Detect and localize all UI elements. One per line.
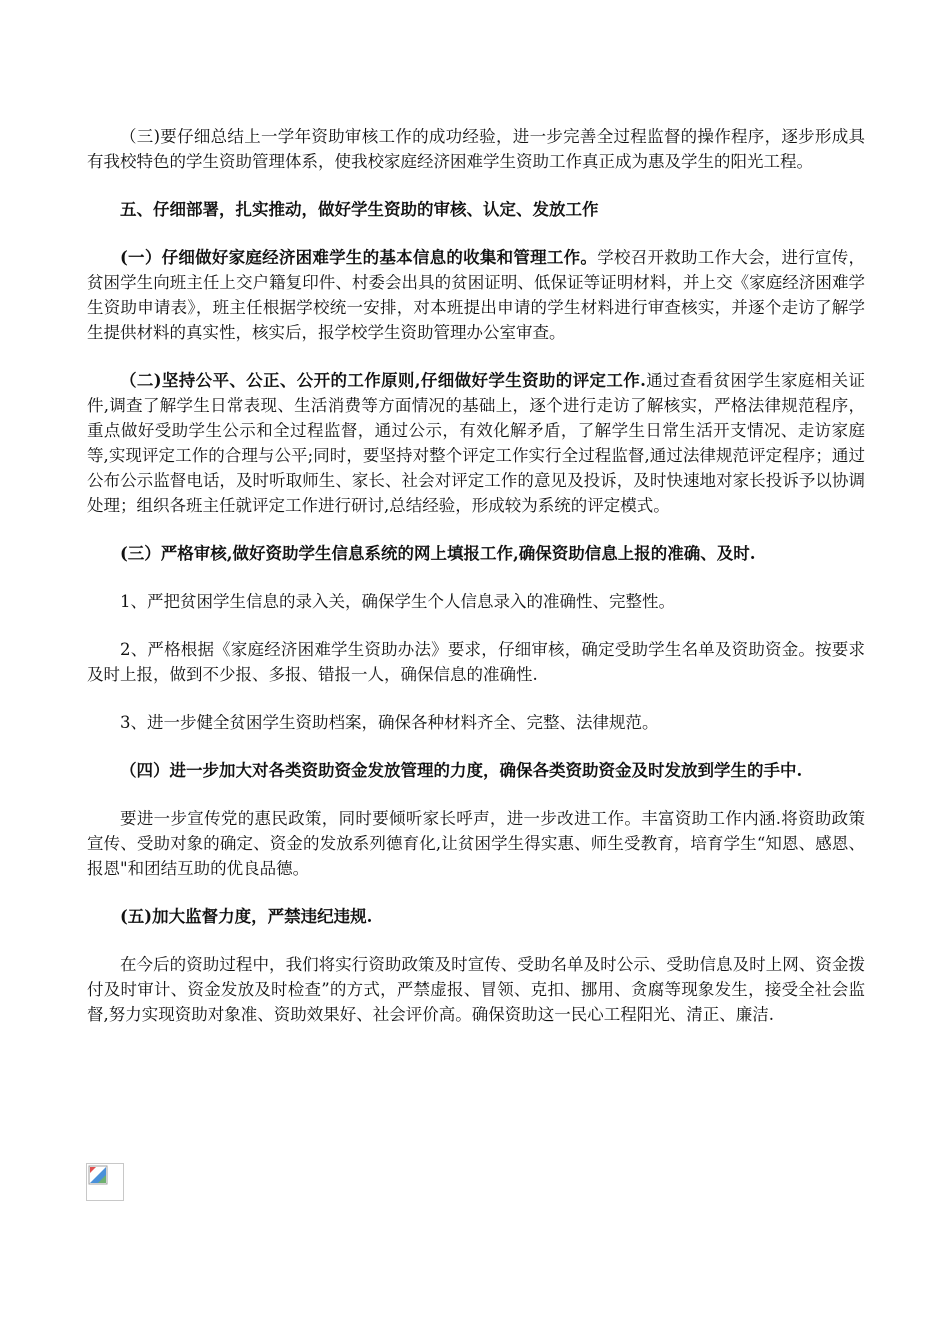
paragraph-item-four-text: 要进一步宣传党的惠民政策，同时要倾听家长呼声，进一步改进工作。丰富资助工作内涵.将资助政策宣传、受助对象的确定、资金的发放系列德育化,让贫困学生得实惠、师生受教育，培育学生“知恩、感恩、报恩"和团结互助的优良品德。	[87, 809, 865, 878]
broken-image-placeholder	[86, 1163, 124, 1201]
paragraph-item-one	[87, 245, 865, 345]
paragraph-item-two	[87, 368, 865, 518]
item-two-text: 通过查看贫困学生家庭相关证件,调查了解学生日常表现、生活消费等方面情况的基础上，逐个进行走访了解核实，严格法律规范程序，重点做好受助学生公示和全过程监督，通过公示，有效化解矛盾，了解学生日常生活开支情况、走访家庭等,实现评定工作的合理与公平;同时，要坚持对整个评定工作实行全过程监督,通过法律规范评定程序；通过公布公示监督电话，及时听取师生、家长、社会对评定工作的意见及投诉，及时快速地对家长投诉予以协调处理；组织各班主任就评定工作进行研讨,总结经验，形成较为系统的评定模式。	[87, 371, 866, 515]
list-item-3: 3、进一步健全贫困学生资助档案，确保各种材料齐全、完整、法律规范。	[120, 713, 659, 732]
document-body	[87, 124, 865, 1050]
list-item-1: 1、严把贫困学生信息的录入关，确保学生个人信息录入的准确性、完整性。	[120, 592, 675, 611]
paragraph-item-five-text: 在今后的资助过程中，我们将实行资助政策及时宣传、受助名单及时公示、受助信息及时上网、资金拨付及时审计、资金发放及时检查”的方式，严禁虚报、冒领、克扣、挪用、贪腐等现象发生，接受全社会监督,努力实现资助对象准、资助效果好、社会评价高。确保资助这一民心工程阳光、清正、廉洁.	[87, 955, 865, 1024]
item-two-title: （二)坚持公平、公正、公开的工作原则,仔细做好学生资助的评定工作.	[120, 371, 646, 390]
section-heading-five: 五、仔细部署，扎实推动，做好学生资助的审核、认定、发放工作	[120, 200, 599, 219]
broken-image-icon	[87, 1164, 123, 1200]
item-one-text: 学校召开救助工作大会，进行宣传，贫困学生向班主任上交户籍复印件、村委会出具的贫困证明、低保证等证明材料，并上交《家庭经济困难学生资助申请表》，班主任根据学校统一安排，对本班提出申请的学生材料进行审查核实，并逐个走访了解学生提供材料的真实性，核实后，报学校学生资助管理办公室审查。	[87, 248, 866, 342]
list-item-2: 2、严格根据《家庭经济困难学生资助办法》要求，仔细审核，确定受助学生名单及资助资金。按要求及时上报，做到不少报、多报、错报一人，确保信息的准确性.	[87, 640, 865, 684]
item-one-title: (一）仔细做好家庭经济困难学生的基本信息的收集和管理工作。	[120, 248, 598, 267]
subheading-item-four: （四）进一步加大对各类资助资金发放管理的力度，确保各类资助资金及时发放到学生的手中.	[120, 761, 803, 780]
paragraph-summary: （三)要仔细总结上一学年资助审核工作的成功经验，进一步完善全过程监督的操作程序，逐步形成具有我校特色的学生资助管理体系，使我校家庭经济困难学生资助工作真正成为惠及学生的阳光工程。	[87, 127, 865, 171]
subheading-item-five: (五)加大监督力度，严禁违纪违规.	[120, 907, 373, 926]
subheading-item-three: (三）严格审核,做好资助学生信息系统的网上填报工作,确保资助信息上报的准确、及时.	[120, 544, 756, 563]
